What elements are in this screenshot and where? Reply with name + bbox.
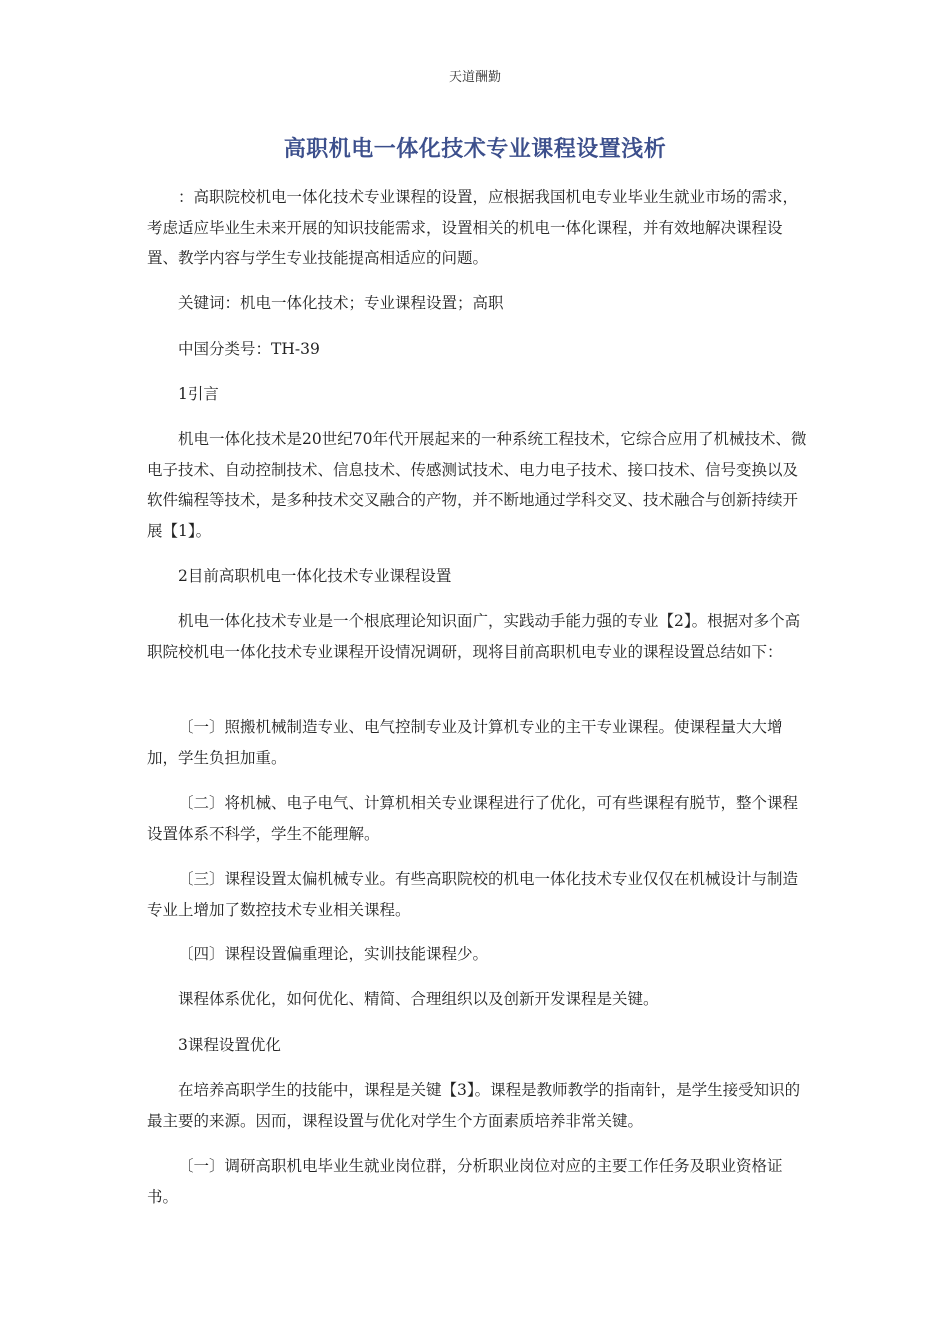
keywords-paragraph: 关键词：机电一体化技术；专业课程设置；高职 bbox=[178, 294, 504, 312]
abstract-paragraph: ：高职院校机电一体化技术专业课程的设置，应根据我国机电专业毕业生就业市场的需求，考虑适应毕业生未来开展的知识技能需求，设置相关的机电一体化课程，并有效地解决课程设置、教学内容与学生专业技能提高相适应的问题。 bbox=[147, 188, 799, 267]
body-paragraph: 课程体系优化，如何优化、精简、合理组织以及创新开发课程是关键。 bbox=[178, 990, 659, 1008]
page-header: 天道酬勤 bbox=[448, 70, 501, 85]
classification-paragraph: 中国分类号：TH-39 bbox=[178, 340, 320, 358]
section-heading-2: 2目前高职机电一体化技术专业课程设置 bbox=[178, 567, 452, 585]
list-item-5: 〔一〕调研高职机电毕业生就业岗位群，分析职业岗位对应的主要工作任务及职业资格证书。 bbox=[147, 1157, 783, 1206]
list-item-4: 〔四〕课程设置偏重理论，实训技能课程少。 bbox=[178, 945, 489, 963]
body-paragraph: 机电一体化技术是20世纪70年代开展起来的一种系统工程技术，它综合应用了机械技术、微电子技术、自动控制技术、信息技术、传感测试技术、电力电子技术、接口技术、信号变换以及软件编程等技术，是多种技术交叉融合的产物，并不断地通过学科交叉、技术融合与创新持续开展【1】。 bbox=[147, 430, 807, 540]
section-heading-1: 1引言 bbox=[178, 385, 219, 403]
document-title: 高职机电一体化技术专业课程设置浅析 bbox=[283, 137, 667, 162]
body-paragraph: 在培养高职学生的技能中，课程是关键【3】。课程是教师教学的指南针，是学生接受知识的最主要的来源。因而，课程设置与优化对学生个方面素质培养非常关键。 bbox=[147, 1081, 801, 1130]
list-item-1: 〔一〕照搬机械制造专业、电气控制专业及计算机专业的主干专业课程。使课程量大大增加，学生负担加重。 bbox=[147, 718, 783, 767]
section-heading-3: 3课程设置优化 bbox=[178, 1036, 281, 1054]
list-item-2: 〔二〕将机械、电子电气、计算机相关专业课程进行了优化，可有些课程有脱节，整个课程设置体系不科学，学生不能理解。 bbox=[147, 794, 799, 843]
list-item-3: 〔三〕课程设置太偏机械专业。有些高职院校的机电一体化技术专业仅仅在机械设计与制造专业上增加了数控技术专业相关课程。 bbox=[147, 870, 799, 919]
body-paragraph: 机电一体化技术专业是一个根底理论知识面广，实践动手能力强的专业【2】。根据对多个高职院校机电一体化技术专业课程开设情况调研，现将目前高职机电专业的课程设置总结如下： bbox=[147, 612, 801, 661]
